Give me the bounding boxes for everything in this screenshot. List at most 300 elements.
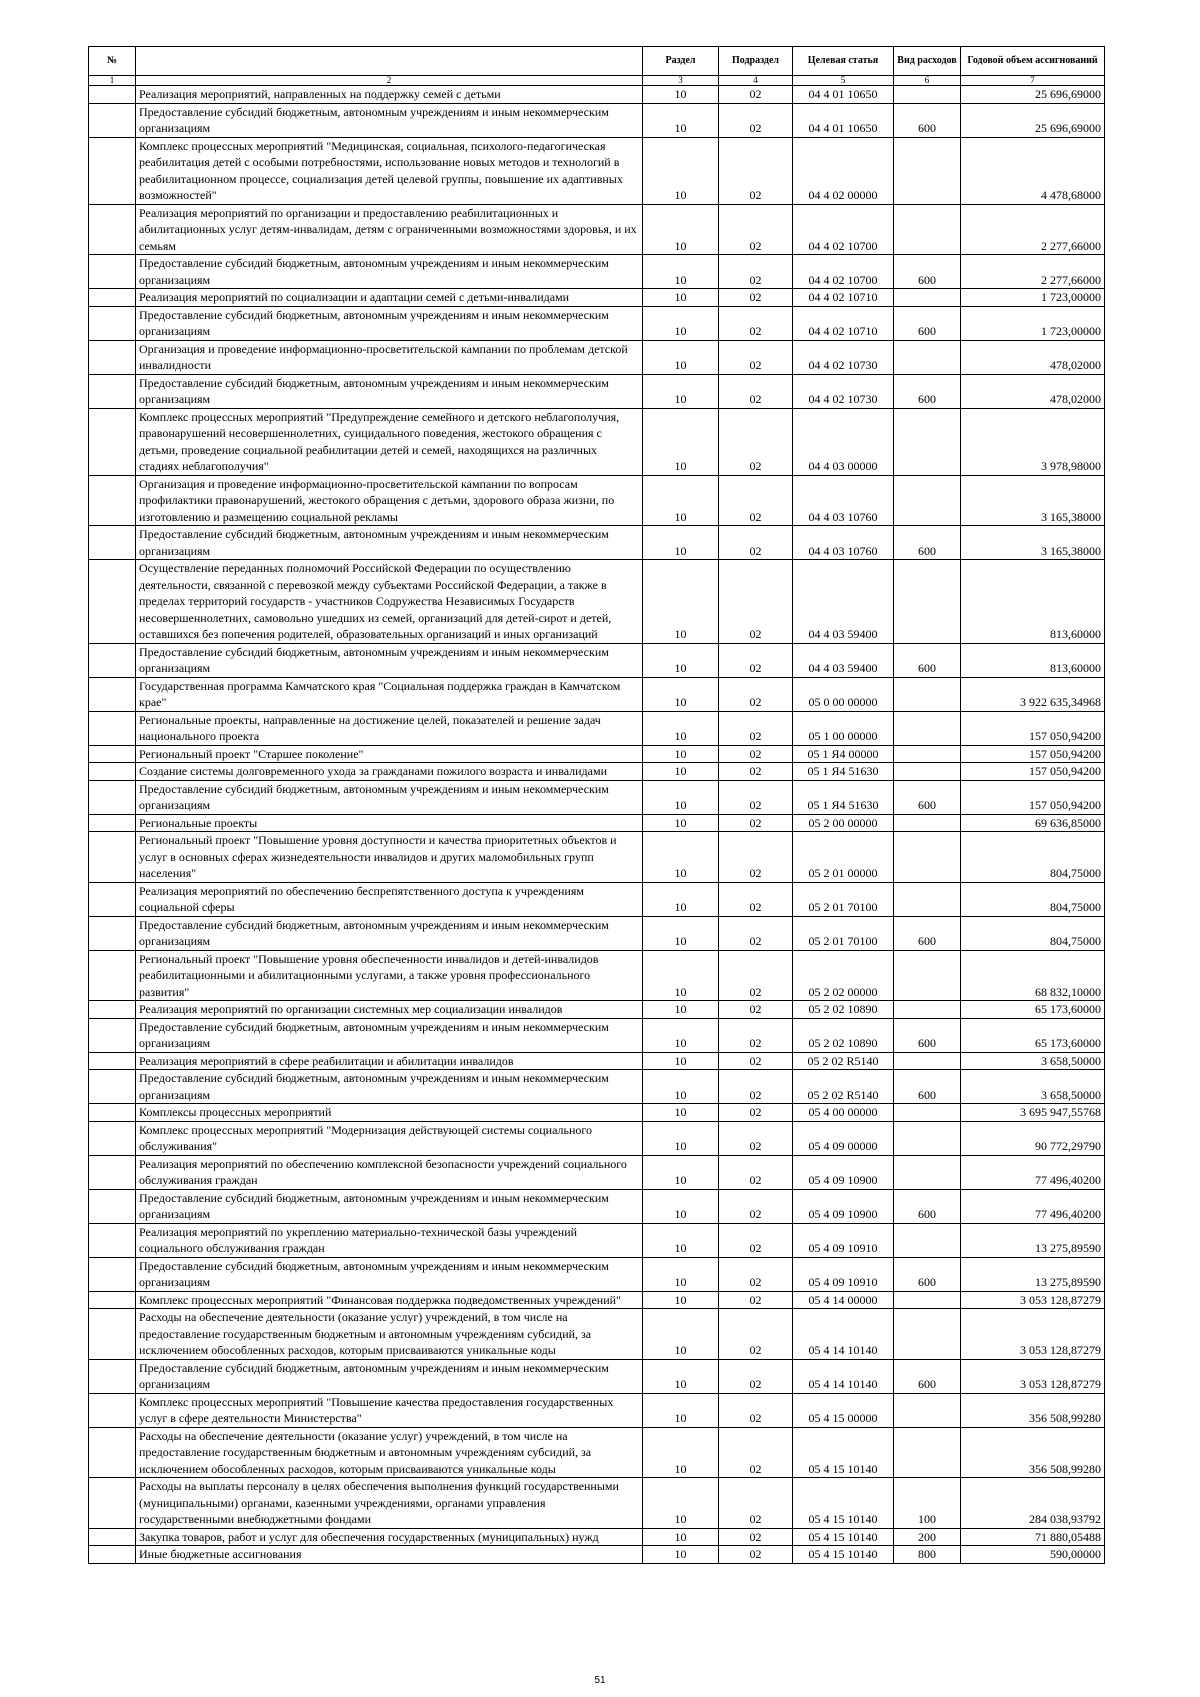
row-section-cell: 10 (643, 677, 719, 711)
header-annual-amount: Годовой объем ассигнований (961, 47, 1105, 76)
table-row (89, 289, 1105, 307)
row-section-cell: 10 (643, 1427, 719, 1478)
row-amount-cell: 157 050,94200 (961, 763, 1105, 781)
table-row (89, 86, 1105, 104)
row-name-cell: Государственная программа Камчатского края "Социальная поддержка граждан в Камчатском крае" (136, 677, 643, 711)
row-amount-cell: 3 658,50000 (961, 1052, 1105, 1070)
table-row (89, 1393, 1105, 1427)
row-expense-cell: 600 (894, 526, 961, 560)
row-name-cell: Создание системы долговременного ухода за гражданами пожилого возраста и инвалидами (136, 763, 643, 781)
table-row (89, 1291, 1105, 1309)
row-article-cell: 04 4 03 00000 (793, 408, 894, 475)
row-expense-cell (894, 1001, 961, 1019)
row-name-cell: Комплексы процессных мероприятий (136, 1104, 643, 1122)
row-number-cell (89, 1528, 136, 1546)
row-section-cell: 10 (643, 306, 719, 340)
row-expense-cell (894, 832, 961, 883)
table-row (89, 1121, 1105, 1155)
row-number-cell (89, 204, 136, 255)
table-body (89, 86, 1105, 1564)
row-amount-cell: 3 053 128,87279 (961, 1359, 1105, 1393)
row-name-cell: Реализация мероприятий по социализации и адаптации семей с детьми-инвалидами (136, 289, 643, 307)
row-expense-cell (894, 289, 961, 307)
row-subsection-cell: 02 (719, 882, 793, 916)
row-amount-cell: 25 696,69000 (961, 86, 1105, 104)
row-name-cell: Расходы на обеспечение деятельности (оказание услуг) учреждений, в том числе на предоставление государственным бюджетным и автономным учреждениям субсидий, за исключением обособленных расходов, которым присваиваются уникальные коды (136, 1427, 643, 1478)
row-expense-cell (894, 340, 961, 374)
row-section-cell: 10 (643, 1121, 719, 1155)
row-section-cell: 10 (643, 204, 719, 255)
row-amount-cell: 804,75000 (961, 916, 1105, 950)
row-subsection-cell: 02 (719, 1001, 793, 1019)
row-expense-cell: 600 (894, 1018, 961, 1052)
row-section-cell: 10 (643, 1018, 719, 1052)
row-section-cell: 10 (643, 103, 719, 137)
row-section-cell: 10 (643, 780, 719, 814)
table-row (89, 560, 1105, 644)
row-name-cell: Расходы на выплаты персоналу в целях обеспечения выполнения функций государственными (муниципальными) органами, казенными учреждениями, органами управления государственными внебюджетными фондами (136, 1478, 643, 1529)
row-section-cell: 10 (643, 916, 719, 950)
row-article-cell: 04 4 02 10700 (793, 204, 894, 255)
row-name-cell: Предоставление субсидий бюджетным, автономным учреждениям и иным некоммерческим организациям (136, 1189, 643, 1223)
row-article-cell: 04 4 03 59400 (793, 560, 894, 644)
row-subsection-cell: 02 (719, 408, 793, 475)
row-amount-cell: 71 880,05488 (961, 1528, 1105, 1546)
row-amount-cell: 3 053 128,87279 (961, 1291, 1105, 1309)
row-number-cell (89, 780, 136, 814)
row-subsection-cell: 02 (719, 255, 793, 289)
row-section-cell: 10 (643, 1478, 719, 1529)
row-number-cell (89, 340, 136, 374)
budget-table (88, 46, 1105, 1564)
row-name-cell: Предоставление субсидий бюджетным, автономным учреждениям и иным некоммерческим организациям (136, 306, 643, 340)
row-article-cell: 05 4 09 00000 (793, 1121, 894, 1155)
row-name-cell: Реализация мероприятий по укреплению материально-технической базы учреждений социального обслуживания граждан (136, 1223, 643, 1257)
table-row (89, 1309, 1105, 1360)
header-expense-type: Вид расходов (894, 47, 961, 76)
table-row (89, 1189, 1105, 1223)
row-subsection-cell: 02 (719, 1427, 793, 1478)
row-amount-cell: 77 496,40200 (961, 1155, 1105, 1189)
row-name-cell: Реализация мероприятий, направленных на поддержку семей с детьми (136, 86, 643, 104)
row-subsection-cell: 02 (719, 1257, 793, 1291)
row-subsection-cell: 02 (719, 1546, 793, 1564)
row-article-cell: 05 4 09 10910 (793, 1223, 894, 1257)
row-section-cell: 10 (643, 745, 719, 763)
row-name-cell: Комплекс процессных мероприятий "Повышение качества предоставления государственных услуг в сфере деятельности Министерства" (136, 1393, 643, 1427)
row-subsection-cell: 02 (719, 763, 793, 781)
row-expense-cell (894, 204, 961, 255)
row-article-cell: 04 4 02 10730 (793, 374, 894, 408)
row-expense-cell (894, 1427, 961, 1478)
row-number-cell (89, 103, 136, 137)
row-amount-cell: 69 636,85000 (961, 814, 1105, 832)
column-number: 6 (894, 76, 961, 86)
row-amount-cell: 2 277,66000 (961, 255, 1105, 289)
table-row (89, 1257, 1105, 1291)
row-article-cell: 04 4 01 10650 (793, 103, 894, 137)
row-article-cell: 05 2 01 70100 (793, 916, 894, 950)
row-article-cell: 05 4 14 10140 (793, 1359, 894, 1393)
row-subsection-cell: 02 (719, 711, 793, 745)
row-subsection-cell: 02 (719, 1478, 793, 1529)
row-section-cell: 10 (643, 374, 719, 408)
row-subsection-cell: 02 (719, 475, 793, 526)
column-number: 4 (719, 76, 793, 86)
row-number-cell (89, 763, 136, 781)
row-amount-cell: 1 723,00000 (961, 306, 1105, 340)
row-section-cell: 10 (643, 526, 719, 560)
row-article-cell: 05 4 15 10140 (793, 1427, 894, 1478)
row-article-cell: 05 4 14 00000 (793, 1291, 894, 1309)
row-expense-cell (894, 1104, 961, 1122)
row-number-cell (89, 1018, 136, 1052)
row-name-cell: Реализация мероприятий в сфере реабилитации и абилитации инвалидов (136, 1052, 643, 1070)
row-subsection-cell: 02 (719, 1018, 793, 1052)
row-name-cell: Комплекс процессных мероприятий "Медицинская, социальная, психолого-педагогическая реабилитация детей с особыми потребностями, использование новых методов и технологий в реабилитационном процессе, социализация детей целевой группы, повышение их адаптивных возможностей" (136, 137, 643, 204)
column-number-row (89, 76, 1105, 86)
row-amount-cell: 3 658,50000 (961, 1070, 1105, 1104)
row-number-cell (89, 526, 136, 560)
row-expense-cell (894, 1291, 961, 1309)
row-number-cell (89, 1393, 136, 1427)
row-section-cell: 10 (643, 1104, 719, 1122)
row-expense-cell: 600 (894, 374, 961, 408)
row-number-cell (89, 137, 136, 204)
row-article-cell: 05 1 00 00000 (793, 711, 894, 745)
row-amount-cell: 4 478,68000 (961, 137, 1105, 204)
row-name-cell: Предоставление субсидий бюджетным, автономным учреждениям и иным некоммерческим организациям (136, 780, 643, 814)
row-name-cell: Реализация мероприятий по обеспечению комплексной безопасности учреждений социального обслуживания граждан (136, 1155, 643, 1189)
row-number-cell (89, 1223, 136, 1257)
table-row (89, 340, 1105, 374)
row-amount-cell: 1 723,00000 (961, 289, 1105, 307)
row-expense-cell: 600 (894, 643, 961, 677)
header-num: № (89, 47, 136, 76)
row-article-cell: 05 2 02 00000 (793, 950, 894, 1001)
column-number: 7 (961, 76, 1105, 86)
row-article-cell: 04 4 03 59400 (793, 643, 894, 677)
row-expense-cell (894, 1393, 961, 1427)
row-number-cell (89, 832, 136, 883)
row-amount-cell: 284 038,93792 (961, 1478, 1105, 1529)
row-article-cell: 05 2 02 R5140 (793, 1052, 894, 1070)
row-number-cell (89, 1291, 136, 1309)
row-name-cell: Региональные проекты, направленные на достижение целей, показателей и решение задач национального проекта (136, 711, 643, 745)
row-section-cell: 10 (643, 643, 719, 677)
table-row (89, 950, 1105, 1001)
row-subsection-cell: 02 (719, 1291, 793, 1309)
table-row (89, 103, 1105, 137)
row-name-cell: Предоставление субсидий бюджетным, автономным учреждениям и иным некоммерческим организациям (136, 103, 643, 137)
row-name-cell: Иные бюджетные ассигнования (136, 1546, 643, 1564)
row-amount-cell: 3 165,38000 (961, 526, 1105, 560)
row-expense-cell: 800 (894, 1546, 961, 1564)
row-expense-cell (894, 1309, 961, 1360)
row-amount-cell: 804,75000 (961, 832, 1105, 883)
table-row (89, 711, 1105, 745)
table-row (89, 475, 1105, 526)
table-row (89, 306, 1105, 340)
row-subsection-cell: 02 (719, 204, 793, 255)
row-amount-cell: 157 050,94200 (961, 711, 1105, 745)
row-name-cell: Предоставление субсидий бюджетным, автономным учреждениям и иным некоммерческим организациям (136, 1070, 643, 1104)
row-subsection-cell: 02 (719, 1189, 793, 1223)
header-name (136, 47, 643, 76)
row-amount-cell: 3 695 947,55768 (961, 1104, 1105, 1122)
row-name-cell: Предоставление субсидий бюджетным, автономным учреждениям и иным некоммерческим организациям (136, 255, 643, 289)
row-article-cell: 05 1 Я4 00000 (793, 745, 894, 763)
row-expense-cell (894, 711, 961, 745)
row-name-cell: Реализация мероприятий по обеспечению беспрепятственного доступа к учреждениям социальной сферы (136, 882, 643, 916)
row-section-cell: 10 (643, 289, 719, 307)
row-expense-cell (894, 475, 961, 526)
row-name-cell: Расходы на обеспечение деятельности (оказание услуг) учреждений, в том числе на предоставление государственным бюджетным и автономным учреждениям субсидий, за исключением обособленных расходов, которым присваиваются уникальные коды (136, 1309, 643, 1360)
row-number-cell (89, 745, 136, 763)
row-name-cell: Реализация мероприятий по организации системных мер социализации инвалидов (136, 1001, 643, 1019)
row-amount-cell: 2 277,66000 (961, 204, 1105, 255)
row-subsection-cell: 02 (719, 1309, 793, 1360)
row-expense-cell (894, 560, 961, 644)
row-name-cell: Региональные проекты (136, 814, 643, 832)
table-row (89, 882, 1105, 916)
table-row (89, 1052, 1105, 1070)
row-expense-cell: 600 (894, 255, 961, 289)
row-name-cell: Закупка товаров, работ и услуг для обеспечения государственных (муниципальных) нужд (136, 1528, 643, 1546)
row-expense-cell: 600 (894, 916, 961, 950)
row-number-cell (89, 950, 136, 1001)
row-expense-cell (894, 1121, 961, 1155)
row-name-cell: Организация и проведение информационно-просветительской кампании по вопросам профилактики правонарушений, жестокого обращения с детьми, здорового образа жизни, по изготовлению и размещению социальной рекламы (136, 475, 643, 526)
row-amount-cell: 65 173,60000 (961, 1018, 1105, 1052)
table-row (89, 1223, 1105, 1257)
row-number-cell (89, 1155, 136, 1189)
row-subsection-cell: 02 (719, 306, 793, 340)
row-section-cell: 10 (643, 1359, 719, 1393)
row-section-cell: 10 (643, 408, 719, 475)
column-number: 5 (793, 76, 894, 86)
row-section-cell: 10 (643, 560, 719, 644)
row-number-cell (89, 374, 136, 408)
row-expense-cell: 600 (894, 1070, 961, 1104)
row-article-cell: 05 2 02 10890 (793, 1001, 894, 1019)
row-article-cell: 05 4 09 10900 (793, 1189, 894, 1223)
row-article-cell: 05 4 15 10140 (793, 1478, 894, 1529)
row-section-cell: 10 (643, 1155, 719, 1189)
row-expense-cell: 600 (894, 780, 961, 814)
header-row (89, 47, 1105, 76)
row-expense-cell: 600 (894, 1189, 961, 1223)
row-name-cell: Комплекс процессных мероприятий "Финансовая поддержка подведомственных учреждений" (136, 1291, 643, 1309)
row-name-cell: Региональный проект "Старшее поколение" (136, 745, 643, 763)
row-number-cell (89, 677, 136, 711)
row-expense-cell (894, 814, 961, 832)
row-number-cell (89, 643, 136, 677)
row-subsection-cell: 02 (719, 1121, 793, 1155)
row-name-cell: Предоставление субсидий бюджетным, автономным учреждениям и иным некоммерческим организациям (136, 916, 643, 950)
row-number-cell (89, 86, 136, 104)
row-article-cell: 05 1 Я4 51630 (793, 763, 894, 781)
table-row (89, 1018, 1105, 1052)
row-article-cell: 04 4 03 10760 (793, 475, 894, 526)
row-subsection-cell: 02 (719, 745, 793, 763)
table-row (89, 1427, 1105, 1478)
row-amount-cell: 3 053 128,87279 (961, 1309, 1105, 1360)
row-subsection-cell: 02 (719, 560, 793, 644)
row-number-cell (89, 1427, 136, 1478)
table-row (89, 1001, 1105, 1019)
table-row (89, 763, 1105, 781)
row-name-cell: Региональный проект "Повышение уровня доступности и качества приоритетных объектов и услуг в основных сферах жизнедеятельности инвалидов и других маломобильных групп населения" (136, 832, 643, 883)
row-number-cell (89, 916, 136, 950)
row-subsection-cell: 02 (719, 780, 793, 814)
row-expense-cell (894, 677, 961, 711)
table-row (89, 1546, 1105, 1564)
row-article-cell: 05 4 15 10140 (793, 1546, 894, 1564)
row-amount-cell: 68 832,10000 (961, 950, 1105, 1001)
row-section-cell: 10 (643, 711, 719, 745)
row-section-cell: 10 (643, 1291, 719, 1309)
row-name-cell: Региональный проект "Повышение уровня обеспеченности инвалидов и детей-инвалидов реабилитационными и абилитационными услугами, а также уровня профессионального развития" (136, 950, 643, 1001)
row-number-cell (89, 1189, 136, 1223)
table-row (89, 1528, 1105, 1546)
table-row (89, 204, 1105, 255)
row-number-cell (89, 1001, 136, 1019)
row-expense-cell (894, 408, 961, 475)
row-article-cell: 05 4 14 10140 (793, 1309, 894, 1360)
row-subsection-cell: 02 (719, 643, 793, 677)
row-amount-cell: 65 173,60000 (961, 1001, 1105, 1019)
table-row (89, 408, 1105, 475)
row-expense-cell (894, 137, 961, 204)
table-row (89, 745, 1105, 763)
row-article-cell: 04 4 02 10710 (793, 289, 894, 307)
header-section: Раздел (643, 47, 719, 76)
header-subsection: Подраздел (719, 47, 793, 76)
table-row (89, 137, 1105, 204)
row-number-cell (89, 1309, 136, 1360)
row-expense-cell (894, 763, 961, 781)
row-number-cell (89, 882, 136, 916)
row-expense-cell (894, 950, 961, 1001)
row-expense-cell (894, 1155, 961, 1189)
row-article-cell: 05 2 01 70100 (793, 882, 894, 916)
row-number-cell (89, 289, 136, 307)
table-row (89, 916, 1105, 950)
row-section-cell: 10 (643, 1001, 719, 1019)
table-row (89, 1359, 1105, 1393)
row-article-cell: 05 4 15 00000 (793, 1393, 894, 1427)
table-row (89, 643, 1105, 677)
row-article-cell: 04 4 02 10700 (793, 255, 894, 289)
row-amount-cell: 13 275,89590 (961, 1257, 1105, 1291)
row-subsection-cell: 02 (719, 289, 793, 307)
row-article-cell: 05 4 00 00000 (793, 1104, 894, 1122)
table-row (89, 374, 1105, 408)
header-target-article: Целевая статья (793, 47, 894, 76)
row-number-cell (89, 475, 136, 526)
row-amount-cell: 3 165,38000 (961, 475, 1105, 526)
row-subsection-cell: 02 (719, 1155, 793, 1189)
row-subsection-cell: 02 (719, 526, 793, 560)
row-number-cell (89, 814, 136, 832)
row-name-cell: Предоставление субсидий бюджетным, автономным учреждениям и иным некоммерческим организациям (136, 1257, 643, 1291)
row-expense-cell: 200 (894, 1528, 961, 1546)
row-number-cell (89, 1070, 136, 1104)
row-expense-cell: 600 (894, 103, 961, 137)
row-amount-cell: 25 696,69000 (961, 103, 1105, 137)
row-name-cell: Предоставление субсидий бюджетным, автономным учреждениям и иным некоммерческим организациям (136, 1018, 643, 1052)
row-amount-cell: 13 275,89590 (961, 1223, 1105, 1257)
row-article-cell: 04 4 02 00000 (793, 137, 894, 204)
row-name-cell: Предоставление субсидий бюджетным, автономным учреждениям и иным некоммерческим организациям (136, 526, 643, 560)
row-article-cell: 04 4 01 10650 (793, 86, 894, 104)
row-expense-cell (894, 1052, 961, 1070)
row-number-cell (89, 1359, 136, 1393)
row-subsection-cell: 02 (719, 1104, 793, 1122)
row-article-cell: 05 4 09 10910 (793, 1257, 894, 1291)
row-amount-cell: 3 978,98000 (961, 408, 1105, 475)
row-subsection-cell: 02 (719, 340, 793, 374)
row-number-cell (89, 306, 136, 340)
column-number: 3 (643, 76, 719, 86)
row-name-cell: Комплекс процессных мероприятий "Предупреждение семейного и детского неблагополучия, правонарушений несовершеннолетних, суицидального поведения, жестокого обращения с детьми, проведение социальной реабилитации детей и семей, находящихся на различных стадиях неблагополучия" (136, 408, 643, 475)
row-name-cell: Комплекс процессных мероприятий "Модернизация действующей системы социального обслуживания" (136, 1121, 643, 1155)
row-section-cell: 10 (643, 832, 719, 883)
row-article-cell: 04 4 02 10710 (793, 306, 894, 340)
row-section-cell: 10 (643, 1309, 719, 1360)
table-row (89, 1478, 1105, 1529)
row-amount-cell: 77 496,40200 (961, 1189, 1105, 1223)
row-amount-cell: 478,02000 (961, 340, 1105, 374)
row-number-cell (89, 1478, 136, 1529)
row-number-cell (89, 1052, 136, 1070)
row-amount-cell: 813,60000 (961, 560, 1105, 644)
table-row (89, 1104, 1105, 1122)
row-subsection-cell: 02 (719, 950, 793, 1001)
row-subsection-cell: 02 (719, 137, 793, 204)
table-row (89, 780, 1105, 814)
row-section-cell: 10 (643, 86, 719, 104)
page-number: 51 (594, 1675, 606, 1686)
row-section-cell: 10 (643, 763, 719, 781)
row-section-cell: 10 (643, 1070, 719, 1104)
column-number: 2 (136, 76, 643, 86)
table-row (89, 1070, 1105, 1104)
row-amount-cell: 157 050,94200 (961, 780, 1105, 814)
row-number-cell (89, 1257, 136, 1291)
row-article-cell: 05 2 00 00000 (793, 814, 894, 832)
row-name-cell: Реализация мероприятий по организации и предоставлению реабилитационных и абилитационных услуг детям-инвалидам, детям с ограниченными возможностями здоровья, и их семьям (136, 204, 643, 255)
row-section-cell: 10 (643, 1052, 719, 1070)
row-expense-cell: 600 (894, 1257, 961, 1291)
row-subsection-cell: 02 (719, 103, 793, 137)
row-subsection-cell: 02 (719, 374, 793, 408)
row-amount-cell: 813,60000 (961, 643, 1105, 677)
row-subsection-cell: 02 (719, 1393, 793, 1427)
row-name-cell: Предоставление субсидий бюджетным, автономным учреждениям и иным некоммерческим организациям (136, 1359, 643, 1393)
row-amount-cell: 356 508,99280 (961, 1427, 1105, 1478)
row-article-cell: 04 4 03 10760 (793, 526, 894, 560)
row-article-cell: 05 2 02 10890 (793, 1018, 894, 1052)
row-name-cell: Осуществление переданных полномочий Российской Федерации по осуществлению деятельности, связанной с перевозкой между субъектами Российской Федерации, а также в пределах территорий государств - участников Содружества Независимых Государств несовершеннолетних, самовольно ушедших из семей, организаций для детей-сирот и детей, оставшихся без попечения родителей, образовательных организаций и иных организаций (136, 560, 643, 644)
row-amount-cell: 3 922 635,34968 (961, 677, 1105, 711)
row-expense-cell (894, 1223, 961, 1257)
row-subsection-cell: 02 (719, 814, 793, 832)
row-number-cell (89, 560, 136, 644)
row-subsection-cell: 02 (719, 1052, 793, 1070)
row-expense-cell (894, 882, 961, 916)
